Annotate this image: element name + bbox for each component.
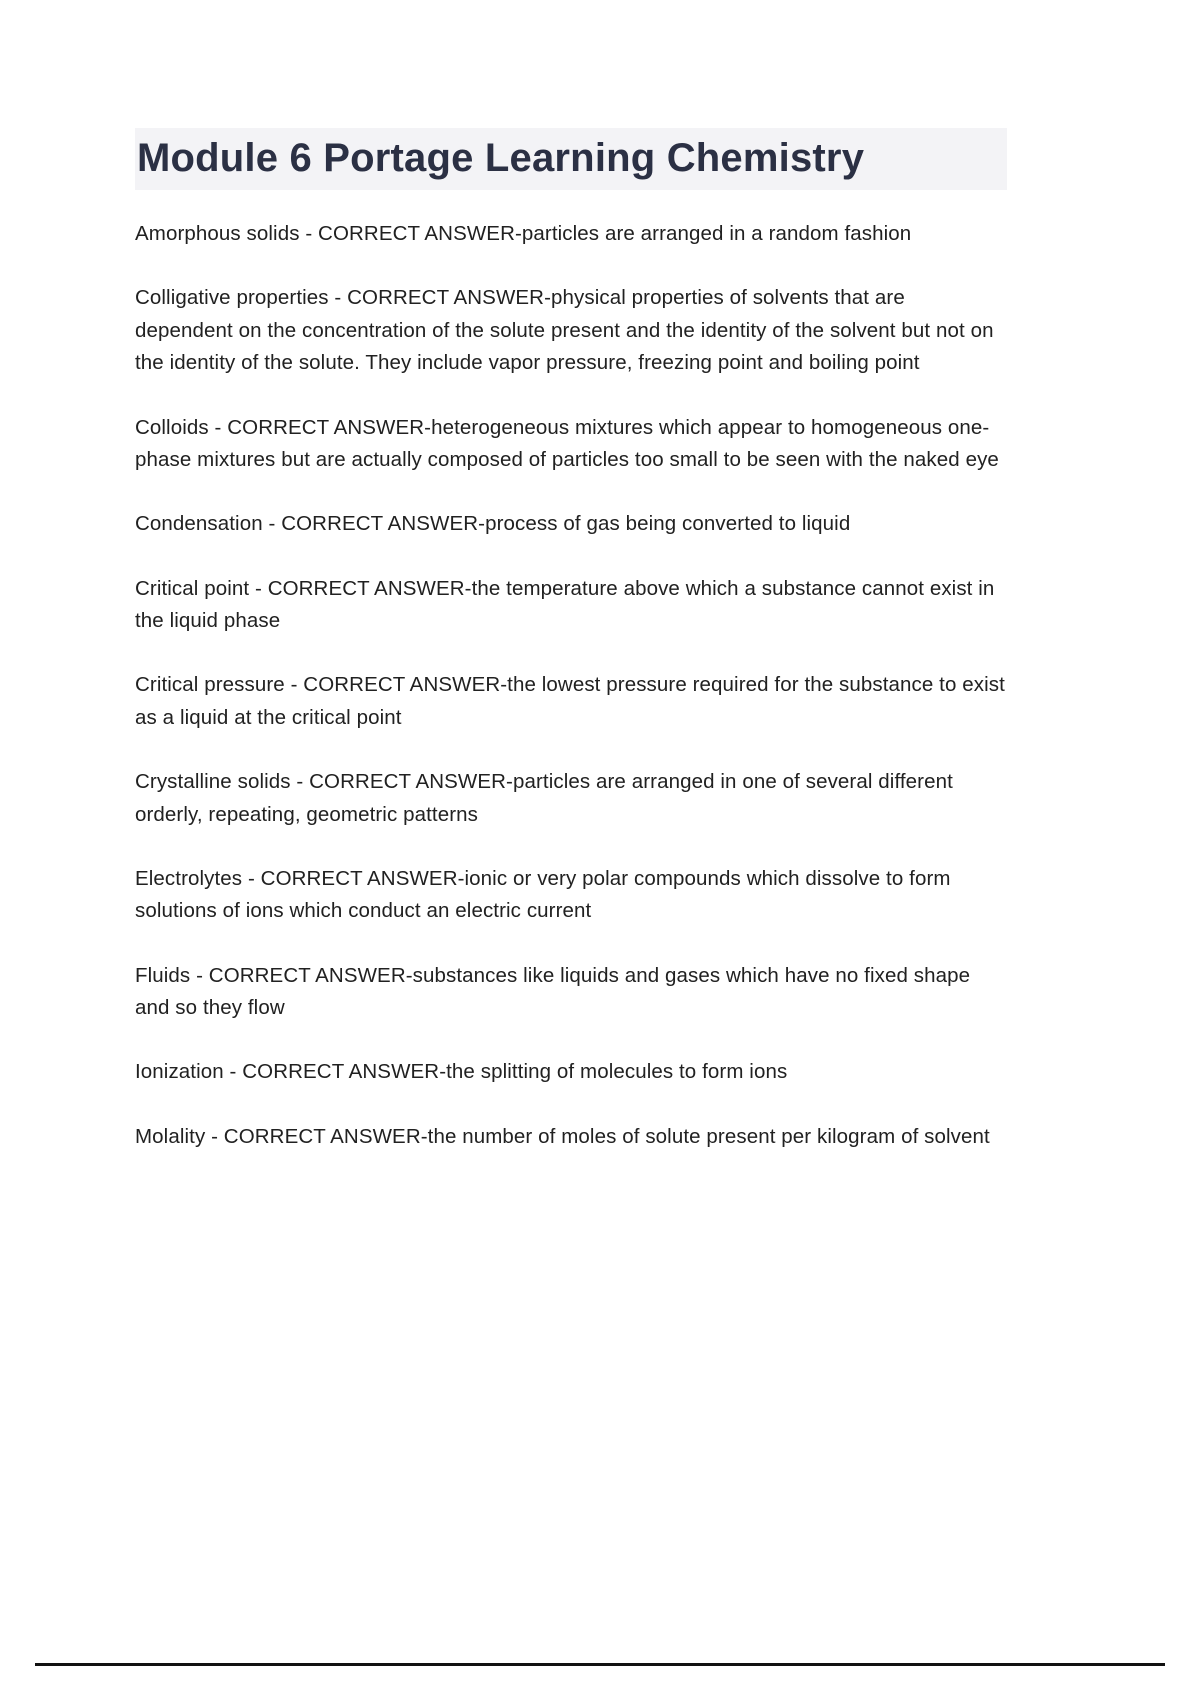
definition-paragraph: Amorphous solids - CORRECT ANSWER-particles are arranged in a random fashion (135, 222, 912, 245)
definition-paragraph: Critical point - CORRECT ANSWER-the temperature above which a substance cannot exist in the liquid phase (135, 576, 995, 632)
definition-paragraph: Ionization - CORRECT ANSWER-the splitting of molecules to form ions (135, 1060, 788, 1084)
document-content (135, 128, 1007, 1185)
definition-paragraph: Electrolytes - CORRECT ANSWER-ionic or very polar compounds which dissolve to form solutions of ions which conduct an electric current (135, 866, 951, 923)
definition-paragraph: Colloids - CORRECT ANSWER-heterogeneous mixtures which appear to homogeneous one-phase mixtures but are actually composed of particles too small to be seen with the naked eye (135, 415, 999, 471)
definition-paragraph: Critical pressure - CORRECT ANSWER-the lowest pressure required for the substance to exist as a liquid at the critical point (135, 673, 1005, 729)
definition-paragraph: Crystalline solids - CORRECT ANSWER-particles are arranged in one of several different orderly, repeating, geometric patterns (135, 770, 953, 826)
page-title: Module 6 Portage Learning Chemistry (135, 128, 1007, 190)
definition-paragraph: Colligative properties - CORRECT ANSWER-physical properties of solvents that are dependent on the concentration of the solute present and the identity of the solvent but not on the identity of the solute. They include vapor pressure, freezing point and boiling point (135, 286, 994, 375)
definition-paragraph: Fluids - CORRECT ANSWER-substances like liquids and gases which have no fixed shape and so they flow (135, 963, 971, 1019)
definition-paragraph: Molality - CORRECT ANSWER-the number of moles of solute present per kilogram of solvent (135, 1124, 990, 1148)
definition-paragraph: Condensation - CORRECT ANSWER-process of gas being converted to liquid (135, 512, 851, 536)
footer-divider (35, 1663, 1165, 1666)
definition-list (135, 218, 1007, 1153)
